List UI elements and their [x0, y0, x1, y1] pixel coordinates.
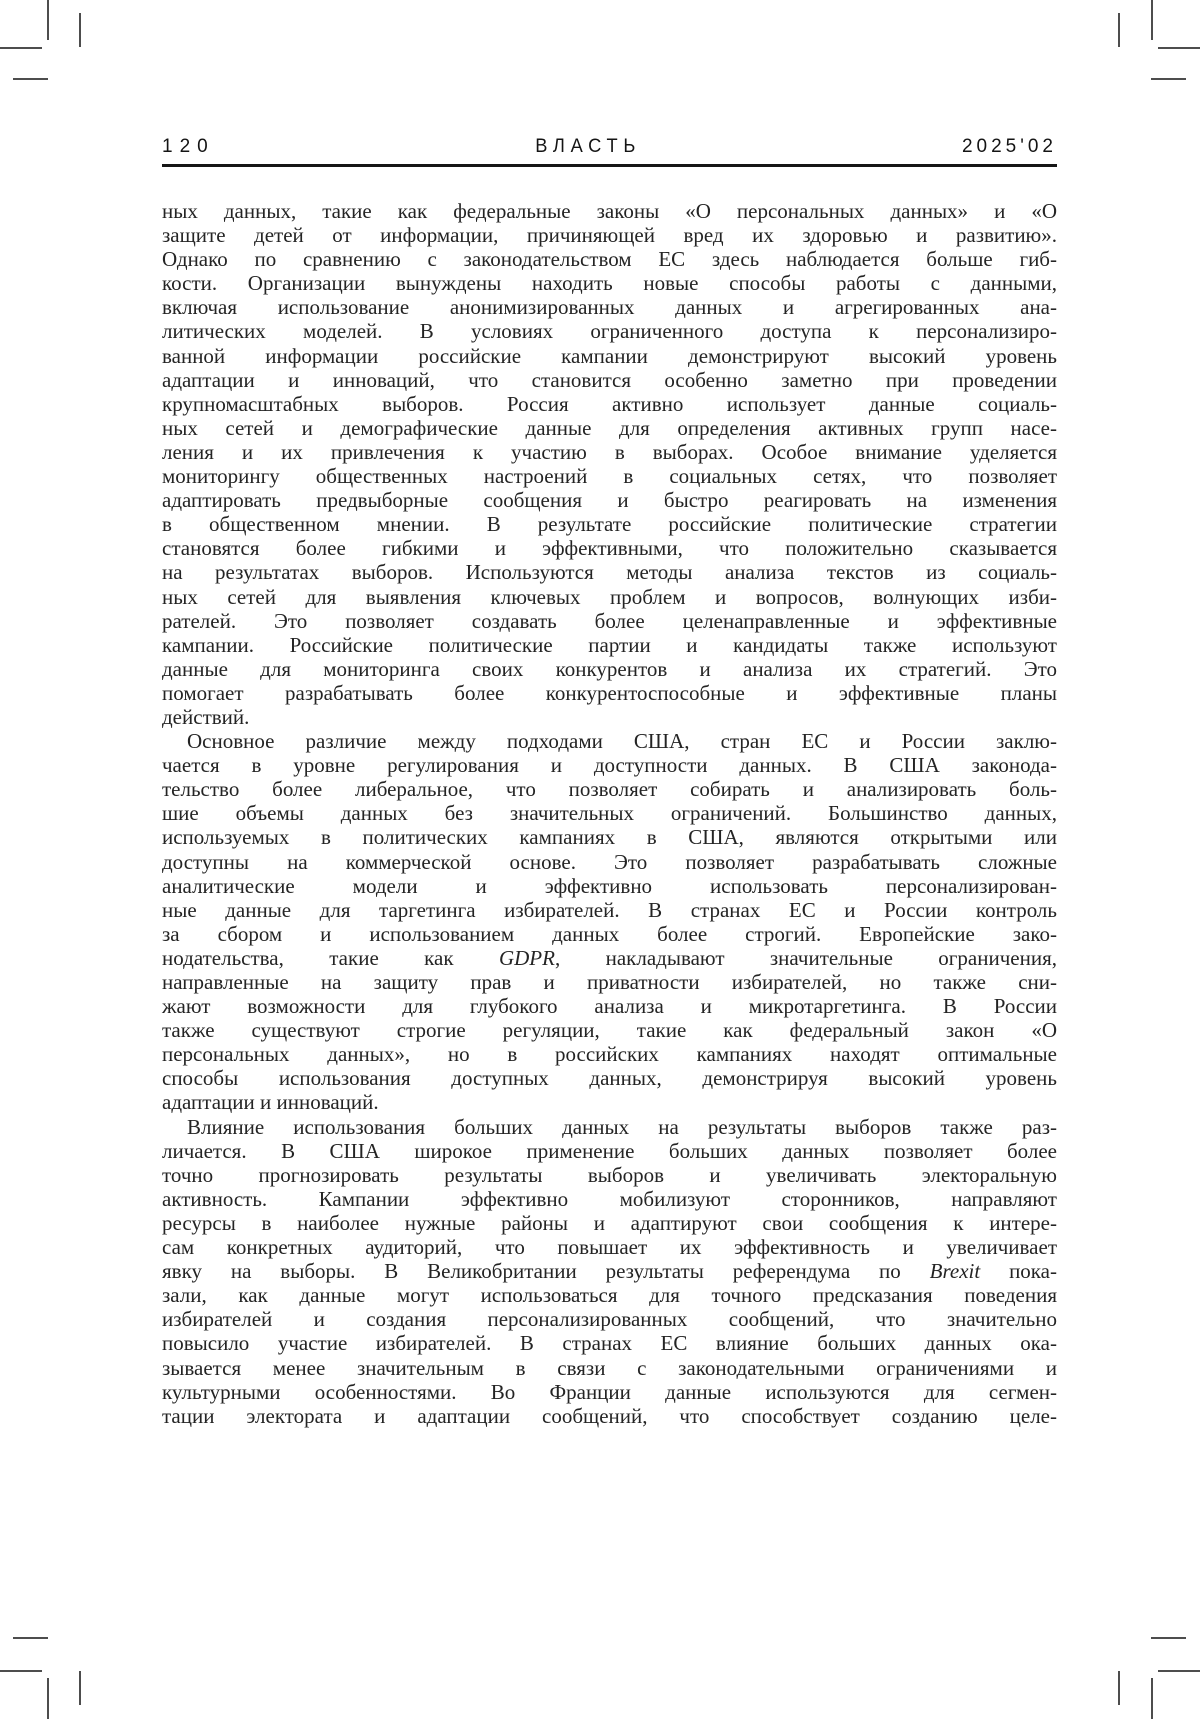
text-line: адаптации и инноваций. [162, 1090, 379, 1115]
text-line: активность. Кампании эффективно мобилизуют сторонников, направляют [162, 1186, 1057, 1211]
text-line: данные для мониторинга своих конкурентов и анализа их стратегий. Это [162, 656, 1057, 681]
header-rule [162, 164, 1057, 167]
page-number: 120 [162, 136, 215, 157]
crop-mark-top-right [1118, 13, 1120, 47]
text-line: кампании. Российские политические партии и кандидаты также используют [162, 632, 1057, 657]
text-line: защите детей от информации, причиняющей вред их здоровью и развитию». [162, 223, 1057, 248]
text-line: жают возможности для глубокого анализа и микротаргетинга. В России [162, 994, 1057, 1019]
text-line: аналитические модели и эффективно использовать персонализирован- [162, 873, 1057, 898]
text-line: точно прогнозировать результаты выборов и увеличивать электоральную [162, 1162, 1057, 1187]
text-line: в общественном мнении. В результате российские политические стратегии [162, 512, 1057, 537]
text-line: рателей. Это позволяет создавать более целенаправленные и эффективные [162, 608, 1057, 633]
text-line: мониторингу общественных настроений в социальных сетях, что позволяет [162, 464, 1057, 489]
text-line: ных сетей и демографические данные для определения активных групп насе- [162, 415, 1057, 440]
paragraph [162, 199, 1057, 729]
crop-mark-bottom-right [1158, 1670, 1200, 1672]
text-line: литических моделей. В условиях ограниченного доступа к персонализиро- [162, 319, 1057, 344]
crop-mark-top-left [47, 0, 49, 40]
text-line: тельство более либеральное, что позволяет собирать и анализировать боль- [162, 777, 1057, 802]
text-line: избирателей и создания персонализированных сообщений, что значительно [162, 1307, 1057, 1332]
crop-mark-top-left [79, 13, 81, 47]
text-line: Однако по сравнению с законодательством ЕС здесь наблюдается больше гиб- [162, 247, 1057, 272]
text-line: шие объемы данных без значительных ограничений. Большинство данных, [162, 801, 1057, 826]
text-line: ресурсы в наиболее нужные районы и адаптируют свои сообщения к интере- [162, 1210, 1057, 1235]
crop-mark-bottom-left [47, 1678, 49, 1719]
text-line: на результатах выборов. Используются методы анализа текстов из социаль- [162, 560, 1057, 585]
text-line: персональных данных», но в российских кампаниях находят оптимальные [162, 1042, 1057, 1067]
text-line: ных сетей для выявления ключевых проблем и вопросов, волнующих изби- [162, 584, 1057, 609]
text-line: за сбором и использованием данных более строгий. Европейские зако- [162, 921, 1057, 946]
text-column [162, 199, 1057, 1428]
text-line: направленные на защиту прав и приватности избирателей, но также сни- [162, 970, 1057, 994]
crop-mark-top-left [0, 47, 42, 49]
text-line: сам конкретных аудиторий, что повышает их эффективность и увеличивает [162, 1235, 1057, 1260]
text-line: личается. В США широкое применение больших данных позволяет более [162, 1138, 1057, 1163]
crop-mark-top-left [13, 78, 48, 80]
text-line: становятся более гибкими и эффективными, что положительно сказывается [162, 536, 1057, 561]
text-line: ные данные для таргетинга избирателей. В странах ЕС и России контроль [162, 897, 1057, 922]
crop-mark-top-right [1158, 47, 1200, 49]
text-line: помогает разрабатывать более конкурентоспособные и эффективные планы [162, 680, 1057, 705]
issue-number: 2025'02 [961, 136, 1057, 157]
text-line: адаптации и инноваций, что становится особенно заметно при проведении [162, 367, 1057, 392]
text-line: ванной информации российские кампании демонстрируют высокий уровень [162, 343, 1057, 368]
crop-mark-bottom-left [0, 1670, 42, 1672]
crop-mark-bottom-right [1118, 1671, 1120, 1705]
text-line: включая использование анонимизированных данных и агрегированных ана- [162, 295, 1057, 320]
paragraph [162, 729, 1057, 1115]
text-line: культурными особенностями. Во Франции данные используются для сегмен- [162, 1379, 1057, 1404]
text-line: крупномасштабных выборов. Россия активно использует данные социаль- [162, 391, 1057, 416]
text-line: используемых в политических кампаниях в США, являются открытыми или [162, 825, 1057, 850]
text-line: нодательства, такие как GDPR, накладывают значительные ограничения, [162, 945, 1057, 970]
text-line: повысило участие избирателей. В странах ЕС влияние больших данных ока- [162, 1331, 1057, 1356]
text-line: способы использования доступных данных, демонстрируя высокий уровень [162, 1066, 1057, 1091]
text-line: ления и их привлечения к участию в выборах. Особое внимание уделяется [162, 439, 1057, 464]
running-header [162, 136, 1057, 158]
text-line: действий. [162, 704, 250, 729]
crop-mark-bottom-left [13, 1637, 48, 1639]
text-line: кости. Организации вынуждены находить новые способы работы с данными, [162, 271, 1057, 296]
crop-mark-bottom-right [1151, 1678, 1153, 1719]
text-line: явку на выборы. В Великобритании результаты референдума по Brexit пока- [162, 1259, 1058, 1284]
crop-mark-top-right [1151, 0, 1153, 40]
crop-mark-top-right [1151, 78, 1186, 80]
italic-term: GDPR [498, 945, 555, 970]
crop-mark-bottom-left [79, 1671, 81, 1705]
text-line: Основное различие между подходами США, стран ЕС и России заклю- [187, 729, 1057, 754]
text-line: адаптировать предвыборные сообщения и быстро реагировать на изменения [162, 488, 1057, 513]
text-line: также существуют строгие регуляции, такие как федеральный закон «О [162, 1018, 1057, 1043]
text-line: ных данных, такие как федеральные законы «О персональных данных» и «О [162, 199, 1057, 223]
paragraph [162, 1115, 1057, 1428]
journal-title: ВЛАСТЬ [535, 136, 642, 157]
text-line: Влияние использования больших данных на результаты выборов также раз- [187, 1114, 1057, 1139]
text-line: чается в уровне регулирования и доступности данных. В США законода- [162, 753, 1057, 778]
text-line: доступны на коммерческой основе. Это позволяет разрабатывать сложные [162, 849, 1057, 874]
text-line: тации электората и адаптации сообщений, что способствует созданию целе- [162, 1403, 1057, 1428]
text-line: зывается менее значительным в связи с законодательными ограничениями и [162, 1355, 1057, 1380]
text-line: зали, как данные могут использоваться для точного предсказания поведения [162, 1283, 1057, 1308]
italic-term: Brexit [929, 1259, 981, 1284]
crop-mark-bottom-right [1151, 1637, 1186, 1639]
